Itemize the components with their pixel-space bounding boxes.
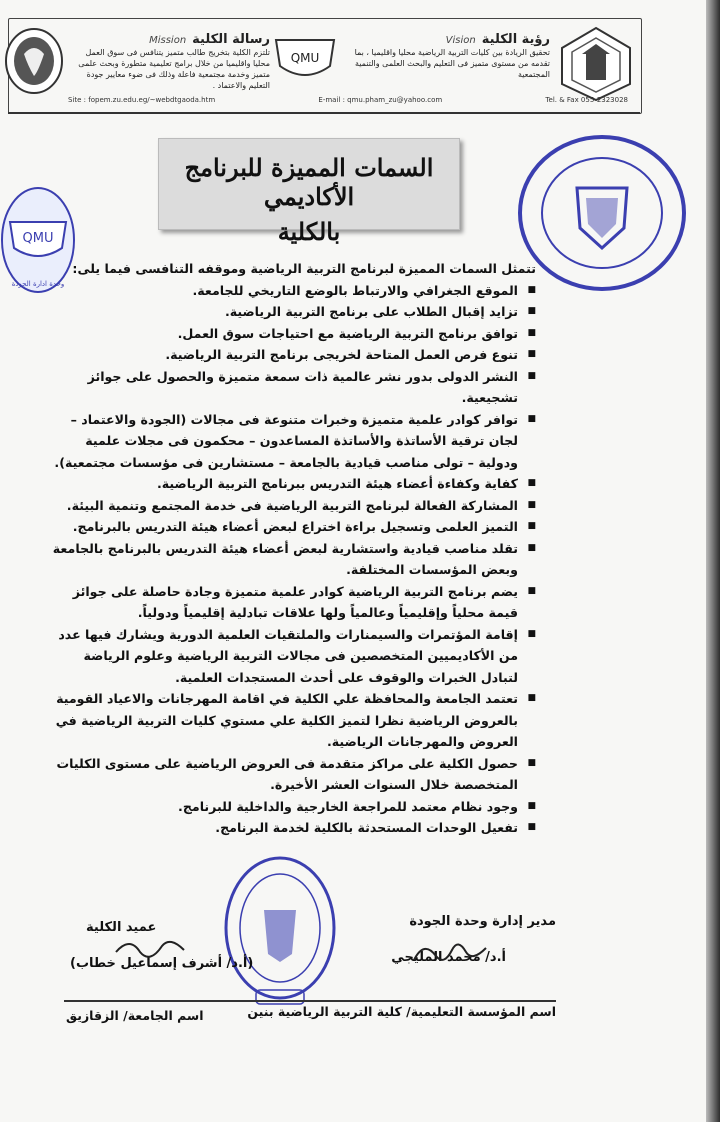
faculty-seal-stamp [220,850,340,1010]
document-title-line2: بالكلية [277,217,341,246]
site-link[interactable]: Site : fopem.zu.edu.eg/~webdtgaoda.htm [68,96,216,104]
features-list [44,280,536,839]
email-link[interactable]: E-mail : qmu.pham_zu@yahoo.com [318,96,443,104]
vision-title: رؤية الكلية [481,32,550,47]
director-signature [410,936,490,970]
dean-signature [110,932,190,962]
list-item: ■ تفعيل الوحدات المستحدثة بالكلية لخدمة البرنامج. [44,817,536,839]
document-title-box [158,138,460,246]
contact-strip [68,96,628,104]
dean-title: عميد الكلية [86,920,157,935]
list-item: ■ توافق برنامج التربية الرياضية مع احتياجات سوق العمل. [44,323,536,345]
university-seal-stamp [512,128,692,298]
vision-block [340,28,550,80]
vision-text: تحقيق الريادة بين كليات التربية الرياضية محليا واقليميا ، بما تقدمه من مستوى متميز فى التعليم والبحث العلمى والتنمية المجتمعية [354,48,550,79]
footer-divider [64,1000,556,1002]
faculty-emblem-right [556,24,636,104]
document-body [44,258,536,839]
list-item: ■ تقلد مناصب قيادية واستشارية لبعض أعضاء هيئة التدريس بالبرنامج بالجامعة وبعض المؤسسات المختلفة. [44,538,536,581]
list-item: ■ تزايد إقبال الطلاب على برنامج التربية الرياضية. [44,301,536,323]
quality-director-title: مدير إدارة وحدة الجودة [409,914,556,929]
list-item: ■ النشر الدولى بدور نشر عالمية ذات سمعة متميزة والحصول على جوائز تشجيعية. [44,366,536,409]
list-item: ■ تعتمد الجامعة والمحافظة علي الكلية في اقامة المهرجانات والاعياد القومية بالعروض الرياضية نظرا لتميز الكلية علي مستوي كليات التربية الرياضية في العروض والمهرجانات الرياضية. [44,688,536,753]
list-item: ■ تنوع فرص العمل المتاحة لخريجى برنامج التربية الرياضية. [44,344,536,366]
faculty-emblem-left [2,26,66,96]
list-item: ■ المشاركة الفعالة لبرنامج التربية الرياضية فى خدمة المجتمع وتنمية البيئة. [44,495,536,517]
institution-name: اسم المؤسسة التعليمية/ كلية التربية الرياضية بنين [247,1004,556,1019]
quality-stamp-logo: QMU [22,231,54,246]
list-item: ■ الموقع الجغرافي والارتباط بالوضع التاريخي للجامعة. [44,280,536,302]
dean-name: (أ.د/ أشرف إسماعيل خطاب) [70,956,254,971]
list-item: ■ وجود نظام معتمد للمراجعة الخارجية والداخلية للبرنامج. [44,796,536,818]
university-name: اسم الجامعة/ الزقازيق [66,1008,204,1023]
intro-paragraph: تتمثل السمات المميزة لبرنامج التربية الرياضية وموقفه التنافسى فيما يلى: [72,261,536,276]
qmu-center-label: QMU [290,51,320,65]
mission-subtitle: Mission [149,35,187,46]
list-item: ■ حصول الكلية على مراكز متقدمة فى العروض الرياضية على مستوى الكليات المتخصصة خلال السنوات العشر الأخيرة. [44,753,536,796]
list-item: ■ إقامة المؤتمرات والسيمنارات والملتقيات العلمية الدورية ويشارك فيها عدد من الأكاديميين المتخصصين فى مجالات التربية الرياضية وعلوم الرياضة لتبادل الخبرات والوقوف على أحدث المستجدات العلمية. [44,624,536,689]
header-divider [8,112,640,114]
list-item: ■ يضم برنامج التربية الرياضية كوادر علمية متميزة وجادة حاصلة على جوائز قيمة محلياً وإقليمياً وعالمياً ولها علاقات تبادلية إقليمياً ودولياً. [44,581,536,624]
qmu-logo-center [272,34,338,86]
list-item: ■ توافر كوادر علمية متميزة وخبرات متنوعة فى مجالات (الجودة والاعتماد – لجان ترقية الأساتذة والأساتذة المساعدون – محكمون فى مجلات علمية ودولية – تولى مناصب قيادية بالجامعة – مستشارين فى مؤسسات مجتمعية). [44,409,536,474]
tel-fax: Tel. & Fax 055-2323028 [545,96,628,104]
quality-stamp-caption: وحدة ادارة الجودة [11,280,65,288]
vision-subtitle: Vision [445,35,476,46]
document-title-line1: السمات المميزة للبرنامج الأكاديمي [184,153,434,211]
mission-title: رسالة الكلية [192,32,270,47]
mission-text: تلتزم الكلية بتخريج طالب متميز يتنافس فى سوق العمل محليا واقليميا من خلال برامج تعليمية متطورة وبحث علمى متميز وخدمة مجتمعية فاعلة وذلك فى ضوء معايير جودة التعليم والاعتماد . [78,48,270,90]
list-item: ■ كفاية وكفاءة أعضاء هيئة التدريس ببرنامج التربية الرياضية. [44,473,536,495]
photo-edge-shadow [706,0,720,1122]
mission-block [70,28,270,91]
quality-director-name: أ.د/ محمد المليجي [391,950,506,965]
list-item: ■ التميز العلمى وتسجيل براءة اختراع لبعض أعضاء هيئة التدريس بالبرنامج. [44,516,536,538]
